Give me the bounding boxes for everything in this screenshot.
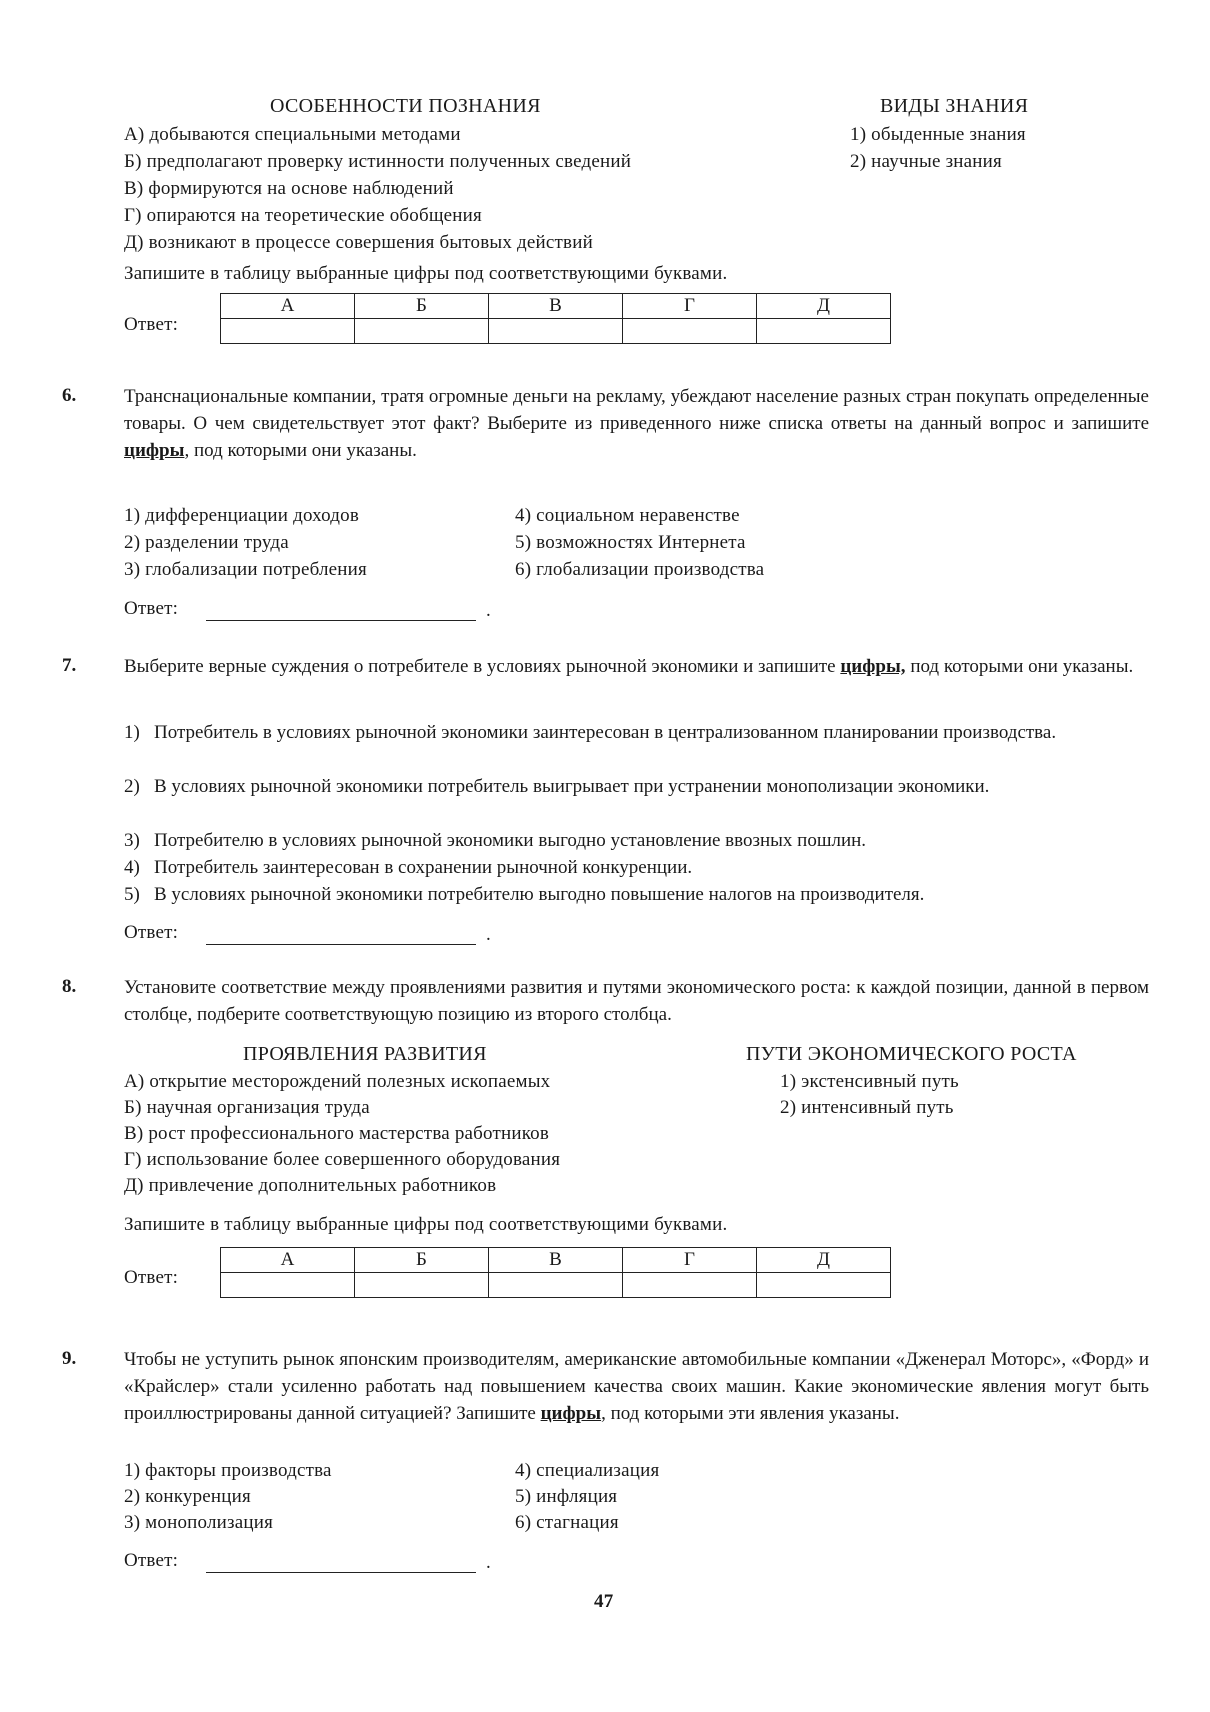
q8-left-item: В) рост профессионального мастерства работников [124,1123,550,1144]
q9-option: 1) факторы производства [124,1460,332,1481]
t5-letter: Б [355,294,489,319]
q7-text [124,653,1149,680]
t5-letter: В [489,294,623,319]
q6-option: 3) глобализации потребления [124,559,367,580]
page-number: 47 [594,1591,614,1612]
t5-answer-cell[interactable] [489,319,623,344]
q9-option: 2) конкуренция [124,1486,251,1507]
q7-answer-line[interactable] [206,944,476,945]
q8-answer-cell[interactable] [221,1273,355,1298]
q8-letter: Б [355,1248,489,1273]
q8-left-item: Г) использование более совершенного оборудования [124,1149,561,1170]
t5-letter: А [221,294,355,319]
q8-right-heading: ПУТИ ЭКОНОМИЧЕСКОГО РОСТА [746,1043,1077,1065]
q7-text-part: Выберите верные суждения о потребителе в условиях рыночной экономики и запишите [124,656,841,677]
q8-answer-cell[interactable] [489,1273,623,1298]
q6-option: 1) дифференциации доходов [124,505,360,526]
q9-option: 5) инфляция [515,1486,618,1507]
q7-number: 7. [62,655,77,676]
q6-option: 2) разделении труда [124,532,289,553]
q8-instruction: Запишите в таблицу выбранные цифры под соответствующими буквами. [124,1214,728,1235]
t5-answer-cell[interactable] [757,319,891,344]
q6-option: 4) социальном неравенстве [515,505,740,526]
q7-item: В условиях рыночной экономики потребителю выгодно повышение налогов на производителя. [154,884,925,905]
q9-option: 4) специализация [515,1460,660,1481]
t5-left-heading: ОСОБЕННОСТИ ПОЗНАНИЯ [270,95,541,117]
q8-right-item: 1) экстенсивный путь [780,1071,959,1092]
q8-number: 8. [62,976,77,997]
q6-option: 6) глобализации производства [515,559,765,580]
q9-option: 3) монополизация [124,1512,274,1533]
t5-right-item: 2) научные знания [850,151,1002,172]
q9-text-bold: цифры [540,1403,602,1424]
q7-item: Потребителю в условиях рыночной экономики выгодно установление ввозных пошлин. [154,830,867,851]
q9-answer-line[interactable] [206,1572,476,1573]
q7-item-number: 4) [124,857,140,878]
q8-left-item: Б) научная организация труда [124,1097,370,1118]
q8-text: Установите соответствие между проявлениями развития и путями экономического роста: к каждой позиции, данной в первом столбце, подберите соответствующую позицию из второго столбца. [124,977,1149,1025]
t5-answer-table [220,293,891,344]
q9-answer-label: Ответ: [124,1550,179,1571]
q8-letter: Г [623,1248,757,1273]
q7-item-number: 3) [124,830,140,851]
q7-answer-end: . [486,924,491,945]
q9-text-part: Чтобы не уступить рынок японским производителям, американские автомобильные компании «Дженерал Моторс», «Форд» и «Крайслер» стали усиленно работать над повышением качества своих машин. Какие экономические явления могут быть проиллюстрированы данной ситуацией? Запишите [124,1349,1149,1424]
q6-answer-line[interactable] [206,620,476,621]
q7-answer-label: Ответ: [124,922,179,943]
t5-right-heading: ВИДЫ ЗНАНИЯ [880,95,1029,117]
q6-number: 6. [62,385,77,406]
q8-letter: Д [757,1248,891,1273]
t5-left-item: А) добываются специальными методами [124,124,461,145]
q8-answer-label: Ответ: [124,1267,179,1288]
t5-letter: Д [757,294,891,319]
q6-text-part: , под которыми они указаны. [184,440,417,461]
q9-text-part: , под которыми эти явления указаны. [601,1403,900,1424]
q8-letter: В [489,1248,623,1273]
q8-left-item: А) открытие месторождений полезных ископаемых [124,1071,551,1092]
q6-text-part: Транснациональные компании, тратя огромные деньги на рекламу, убеждают население разных стран покупать определенные товары. О чем свидетельствует этот факт? Выберите из приведенного ниже списка ответы на данный вопрос и запишите [124,386,1149,434]
t5-answer-cell[interactable] [355,319,489,344]
q8-right-item: 2) интенсивный путь [780,1097,954,1118]
q7-item: В условиях рыночной экономики потребитель выигрывает при устранении монополизации экономики. [154,776,990,797]
q7-item-number: 1) [124,722,140,743]
t5-answer-cell[interactable] [623,319,757,344]
q8-letter: А [221,1248,355,1273]
q7-text-part: под которыми они указаны. [905,656,1134,677]
q7-item-number: 5) [124,884,140,905]
q7-item-number: 2) [124,776,140,797]
t5-left-item: Б) предполагают проверку истинности полученных сведений [124,151,632,172]
q6-answer-end: . [486,600,491,621]
q8-answer-cell[interactable] [355,1273,489,1298]
t5-instruction: Запишите в таблицу выбранные цифры под соответствующими буквами. [124,263,728,284]
t5-right-item: 1) обыденные знания [850,124,1026,145]
q8-answer-cell[interactable] [623,1273,757,1298]
t5-left-item: В) формируются на основе наблюдений [124,178,454,199]
q9-answer-end: . [486,1552,491,1573]
q6-text [124,383,1149,464]
q8-left-item: Д) привлечение дополнительных работников [124,1175,497,1196]
q9-text [124,1346,1149,1427]
q9-option: 6) стагнация [515,1512,619,1533]
t5-left-item: Д) возникают в процессе совершения бытовых действий [124,232,593,253]
q8-answer-cell[interactable] [757,1273,891,1298]
q8-answer-table [220,1247,891,1298]
t5-answer-cell[interactable] [221,319,355,344]
q7-text-bold: цифры, [840,656,906,677]
q7-item: Потребитель заинтересован в сохранении рыночной конкуренции. [154,857,693,878]
q6-answer-label: Ответ: [124,598,179,619]
q6-option: 5) возможностях Интернета [515,532,746,553]
q9-number: 9. [62,1348,77,1369]
t5-left-item: Г) опираются на теоретические обобщения [124,205,482,226]
q8-left-heading: ПРОЯВЛЕНИЯ РАЗВИТИЯ [243,1043,487,1065]
q7-item: Потребитель в условиях рыночной экономики заинтересован в централизованном планировании производства. [154,722,1057,743]
q6-text-bold: цифры [124,440,185,461]
t5-letter: Г [623,294,757,319]
t5-answer-label: Ответ: [124,314,179,335]
